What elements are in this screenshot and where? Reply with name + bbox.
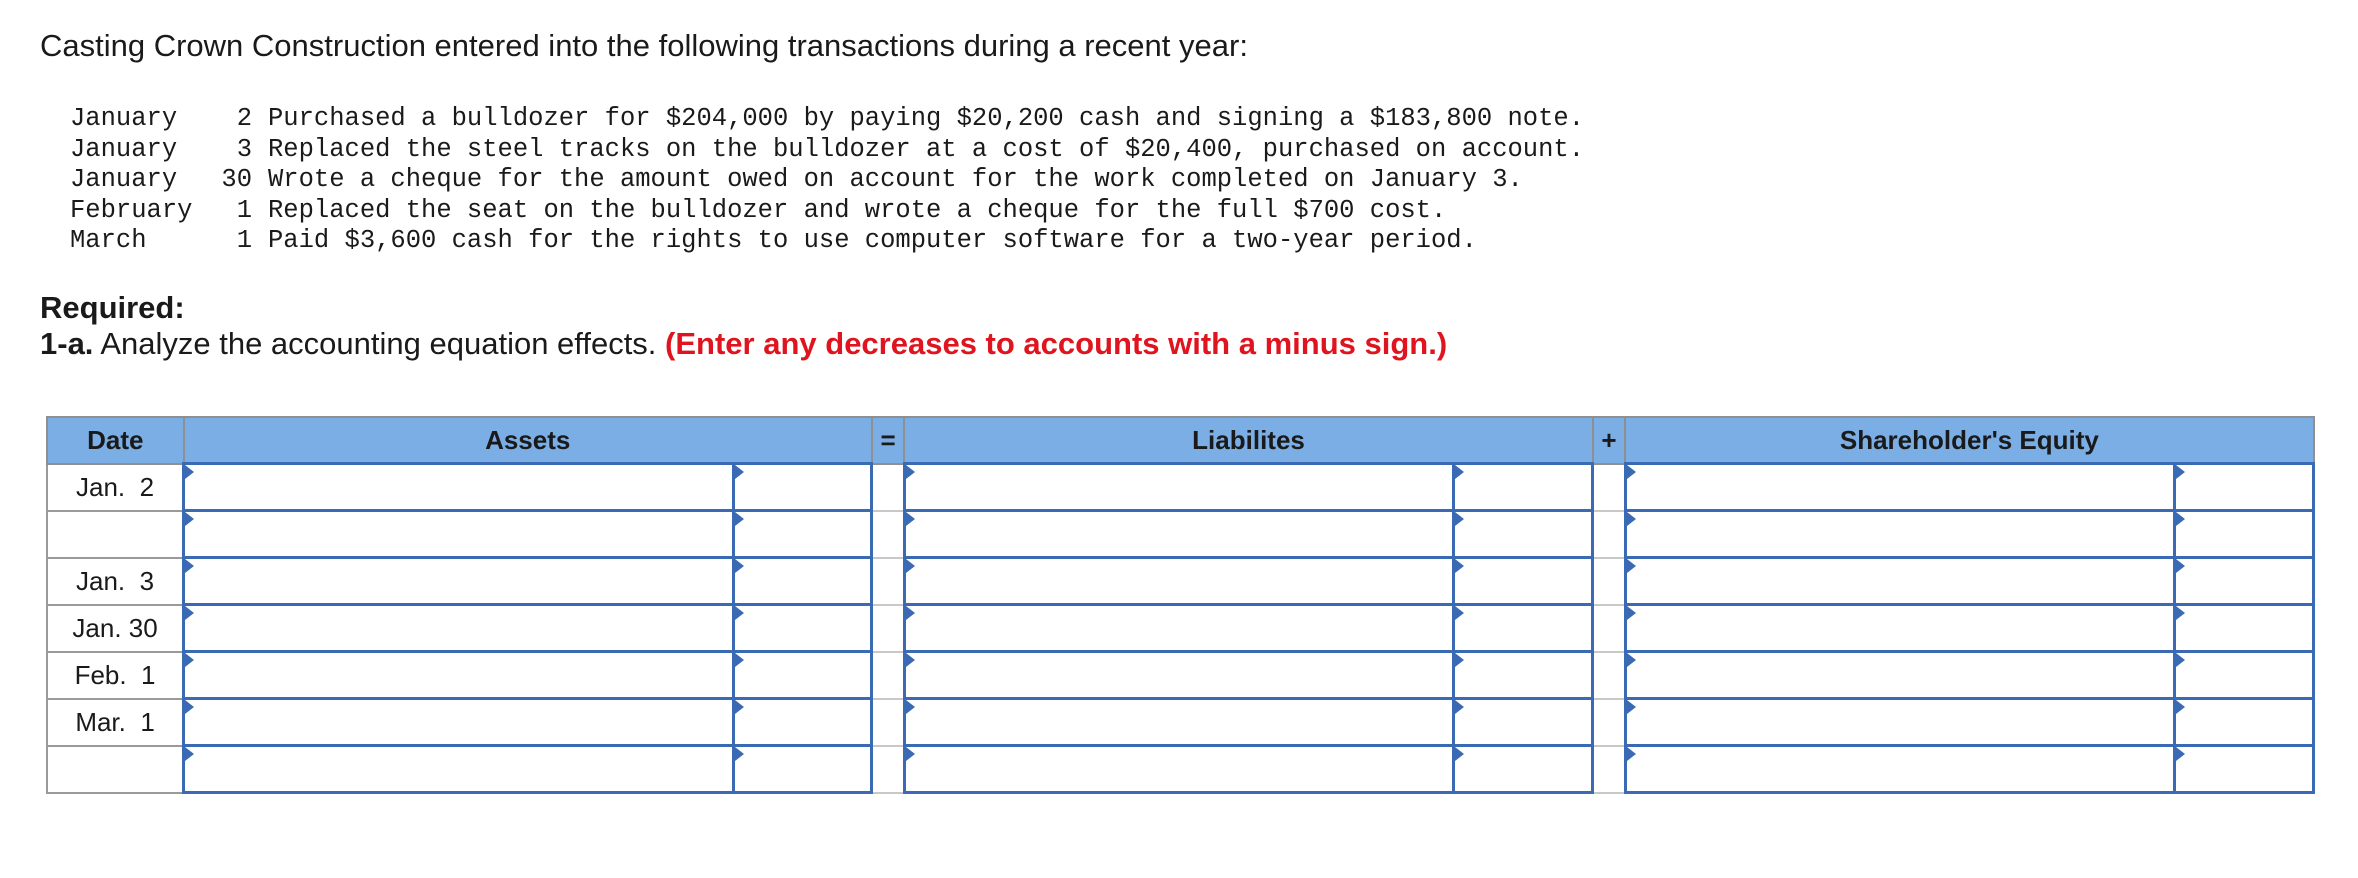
required-heading: Required: (40, 290, 185, 325)
plus-spacer (1593, 605, 1626, 652)
equity-amount-input[interactable] (2176, 700, 2312, 744)
equity-amount-input[interactable] (2176, 606, 2312, 650)
plus-spacer (1593, 699, 1626, 746)
assets-account-cell[interactable] (184, 746, 734, 793)
assets-amount-cell[interactable] (733, 699, 872, 746)
equity-amount-cell[interactable] (2175, 699, 2314, 746)
assets-amount-cell[interactable] (733, 464, 872, 511)
liabilities-amount-input[interactable] (1455, 700, 1591, 744)
transaction-item (70, 226, 1584, 257)
question-text: Analyze the accounting equation effects. (100, 326, 657, 361)
equals-spacer (872, 558, 905, 605)
liabilities-amount-cell[interactable] (1454, 511, 1593, 558)
problem-intro: Casting Crown Construction entered into the following transactions during a recent year: (40, 28, 1248, 63)
assets-account-cell[interactable] (184, 558, 734, 605)
equity-amount-cell[interactable] (2175, 558, 2314, 605)
assets-amount-input[interactable] (735, 465, 871, 509)
equity-account-input[interactable] (1627, 747, 2174, 791)
equity-account-input[interactable] (1627, 606, 2174, 650)
equity-amount-input[interactable] (2176, 559, 2312, 603)
equity-amount-cell[interactable] (2175, 605, 2314, 652)
liabilities-amount-cell[interactable] (1454, 558, 1593, 605)
liabilities-account-input[interactable] (906, 559, 1453, 603)
liabilities-account-cell[interactable] (904, 746, 1454, 793)
liabilities-account-input[interactable] (906, 747, 1453, 791)
transaction-day: 3 (236, 134, 252, 164)
liabilities-account-cell[interactable] (904, 464, 1454, 511)
transaction-item (70, 104, 1584, 135)
liabilities-account-input[interactable] (906, 606, 1453, 650)
assets-account-input[interactable] (185, 559, 732, 603)
liabilities-amount-input[interactable] (1455, 653, 1591, 697)
assets-account-cell[interactable] (184, 652, 734, 699)
equity-amount-cell[interactable] (2175, 511, 2314, 558)
table-row (47, 699, 2314, 746)
plus-spacer (1593, 558, 1626, 605)
plus-spacer (1593, 652, 1626, 699)
liabilities-account-cell[interactable] (904, 511, 1454, 558)
date-cell (47, 511, 184, 558)
plus-spacer (1593, 511, 1626, 558)
liabilities-account-input[interactable] (906, 512, 1453, 556)
transaction-month: January (70, 104, 178, 133)
date-cell: Jan. 2 (47, 464, 184, 511)
assets-account-input[interactable] (185, 465, 732, 509)
liabilities-amount-input[interactable] (1455, 559, 1591, 603)
assets-amount-input[interactable] (735, 653, 871, 697)
equity-amount-cell[interactable] (2175, 652, 2314, 699)
assets-account-input[interactable] (185, 700, 732, 744)
equity-account-cell[interactable] (1625, 605, 2175, 652)
equals-spacer (872, 699, 905, 746)
transaction-month: March (70, 226, 147, 255)
equity-amount-cell[interactable] (2175, 746, 2314, 793)
transaction-text: Purchased a bulldozer for $204,000 by paying $20,200 cash and signing a $183,800 note. (268, 104, 1585, 133)
table-row (47, 652, 2314, 699)
equity-amount-input[interactable] (2176, 512, 2312, 556)
table-row (47, 558, 2314, 605)
transaction-month: January (70, 134, 178, 164)
liabilities-header: Liabilites (904, 417, 1592, 464)
assets-account-cell[interactable] (184, 605, 734, 652)
liabilities-account-cell[interactable] (904, 652, 1454, 699)
accounting-equation-table (46, 416, 2315, 794)
liabilities-account-cell[interactable] (904, 699, 1454, 746)
liabilities-account-cell[interactable] (904, 558, 1454, 605)
assets-account-input[interactable] (185, 606, 732, 650)
table-row (47, 511, 2314, 558)
assets-amount-input[interactable] (735, 512, 871, 556)
assets-account-cell[interactable] (184, 464, 734, 511)
assets-amount-cell[interactable] (733, 746, 872, 793)
transaction-text: Replaced the seat on the bulldozer and wrote a cheque for the full $700 cost. (268, 195, 1447, 225)
assets-header: Assets (184, 417, 872, 464)
table-row (47, 605, 2314, 652)
assets-account-input[interactable] (185, 512, 732, 556)
equity-account-input[interactable] (1627, 465, 2174, 509)
equity-amount-input[interactable] (2176, 747, 2312, 791)
liabilities-amount-input[interactable] (1455, 465, 1591, 509)
liabilities-amount-input[interactable] (1455, 512, 1591, 556)
assets-amount-input[interactable] (735, 747, 871, 791)
transaction-day: 30 (221, 165, 252, 194)
liabilities-account-cell[interactable] (904, 605, 1454, 652)
equals-spacer (872, 746, 905, 793)
plus-spacer (1593, 464, 1626, 511)
equity-account-input[interactable] (1627, 512, 2174, 556)
date-cell: Feb. 1 (47, 652, 184, 699)
equity-amount-input[interactable] (2176, 465, 2312, 509)
assets-amount-cell[interactable] (733, 511, 872, 558)
equity-account-cell[interactable] (1625, 652, 2175, 699)
equity-account-input[interactable] (1627, 700, 2174, 744)
transaction-month: January (70, 165, 178, 194)
liabilities-amount-cell[interactable] (1454, 605, 1593, 652)
equity-account-input[interactable] (1627, 559, 2174, 603)
equity-account-cell[interactable] (1625, 699, 2175, 746)
date-cell: Jan. 30 (47, 605, 184, 652)
equals-header: = (872, 417, 905, 464)
transaction-text: Wrote a cheque for the amount owed on account for the work completed on January 3. (268, 165, 1523, 194)
assets-amount-input[interactable] (735, 559, 871, 603)
plus-spacer (1593, 746, 1626, 793)
transaction-day: 1 (236, 226, 252, 255)
transaction-text: Paid $3,600 cash for the rights to use computer software for a two-year period. (268, 226, 1477, 255)
assets-amount-input[interactable] (735, 606, 871, 650)
assets-account-input[interactable] (185, 653, 732, 697)
liabilities-account-input[interactable] (906, 653, 1453, 697)
equals-spacer (872, 605, 905, 652)
equity-amount-input[interactable] (2176, 653, 2312, 697)
assets-account-input[interactable] (185, 747, 732, 791)
transaction-day: 1 (236, 195, 252, 225)
transaction-day: 2 (236, 104, 252, 133)
assets-amount-cell[interactable] (733, 652, 872, 699)
equals-spacer (872, 511, 905, 558)
equity-account-cell[interactable] (1625, 464, 2175, 511)
date-cell: Jan. 3 (47, 558, 184, 605)
date-header: Date (47, 417, 184, 464)
transaction-text: Replaced the steel tracks on the bulldozer at a cost of $20,400, purchased on account. (268, 134, 1585, 164)
transaction-month: February (70, 195, 193, 225)
equity-amount-cell[interactable] (2175, 464, 2314, 511)
liabilities-amount-input[interactable] (1455, 606, 1591, 650)
transaction-item (70, 165, 1584, 196)
equity-account-input[interactable] (1627, 653, 2174, 697)
question-prompt (40, 326, 1447, 362)
question-number: 1-a. (40, 326, 94, 361)
liabilities-amount-cell[interactable] (1454, 464, 1593, 511)
transaction-item (70, 135, 1584, 166)
equity-account-cell[interactable] (1625, 746, 2175, 793)
plus-header: + (1593, 417, 1626, 464)
equity-account-cell[interactable] (1625, 511, 2175, 558)
equals-spacer (872, 652, 905, 699)
assets-amount-input[interactable] (735, 700, 871, 744)
table-body (47, 464, 2314, 793)
liabilities-amount-input[interactable] (1455, 747, 1591, 791)
equity-header: Shareholder's Equity (1625, 417, 2313, 464)
equals-spacer (872, 464, 905, 511)
assets-account-cell[interactable] (184, 699, 734, 746)
assets-amount-cell[interactable] (733, 605, 872, 652)
liabilities-amount-cell[interactable] (1454, 746, 1593, 793)
assets-amount-cell[interactable] (733, 558, 872, 605)
table-header-row (47, 417, 2314, 464)
liabilities-account-input[interactable] (906, 465, 1453, 509)
table-row (47, 464, 2314, 511)
date-cell: Mar. 1 (47, 699, 184, 746)
liabilities-amount-cell[interactable] (1454, 652, 1593, 699)
question-instruction: (Enter any decreases to accounts with a minus sign.) (665, 326, 1448, 361)
equity-account-cell[interactable] (1625, 558, 2175, 605)
date-cell (47, 746, 184, 793)
table-row (47, 746, 2314, 793)
liabilities-account-input[interactable] (906, 700, 1453, 744)
liabilities-amount-cell[interactable] (1454, 699, 1593, 746)
transaction-item (70, 196, 1584, 227)
assets-account-cell[interactable] (184, 511, 734, 558)
transaction-list (70, 104, 1584, 257)
